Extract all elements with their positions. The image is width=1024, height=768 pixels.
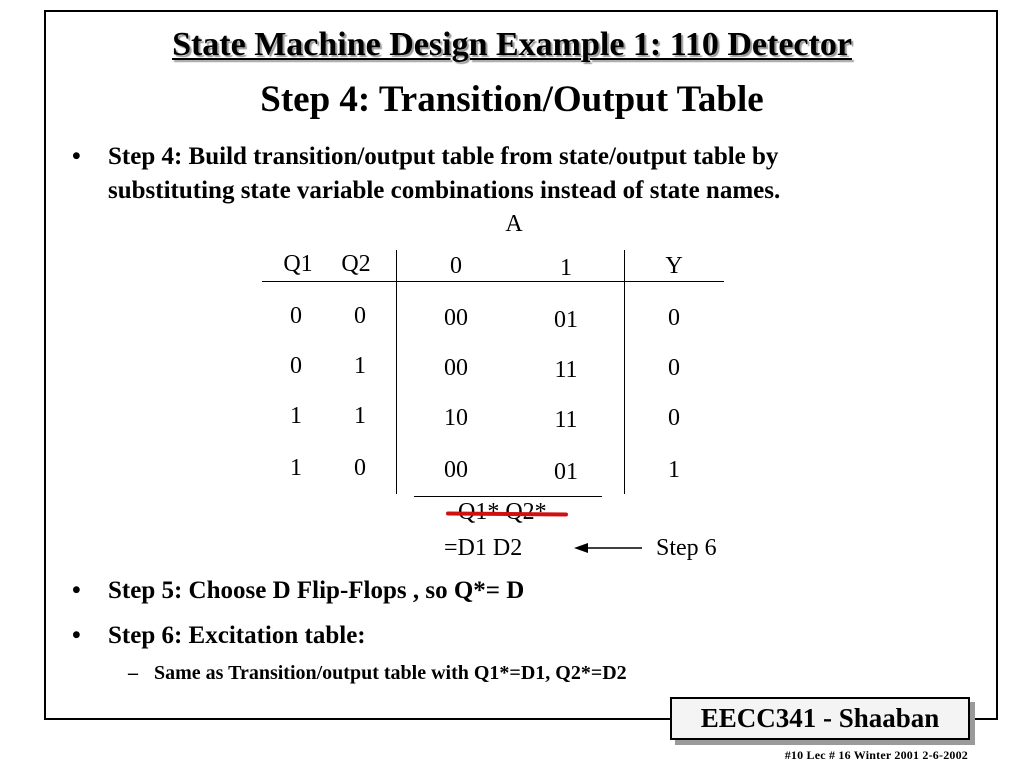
table-cell-y: 0 <box>668 305 680 331</box>
step6-arrow-label: Step 6 <box>656 535 717 561</box>
table-cell-q1: 1 <box>290 455 302 481</box>
table-cell-next-a0: 10 <box>444 405 468 431</box>
bullet-marker: • <box>72 143 81 170</box>
bullet-step4-line1: Step 4: Build transition/output table from state/output table by <box>108 143 779 170</box>
header-a1: 1 <box>560 255 572 281</box>
bullet-step4-line2: substituting state variable combinations instead of state names. <box>108 177 781 204</box>
table-cell-next-a0: 00 <box>444 457 468 483</box>
header-q2: Q2 <box>341 251 371 277</box>
table-cell-q2: 1 <box>354 403 366 429</box>
table-cell-next-a1: 01 <box>554 307 578 333</box>
header-rule <box>262 281 724 282</box>
table-cell-next-a1: 11 <box>554 407 578 433</box>
header-a0: 0 <box>450 253 462 279</box>
table-cell-q1: 1 <box>290 403 302 429</box>
sub-bullet-text: Same as Transition/output table with Q1*=D1, Q2*=D2 <box>154 662 627 684</box>
output-column-divider <box>624 250 625 494</box>
arrow-left-icon <box>574 540 644 556</box>
slide-subtitle: Step 4: Transition/Output Table <box>260 79 764 120</box>
table-cell-y: 0 <box>668 355 680 381</box>
header-y: Y <box>665 253 683 279</box>
sub-bullet-marker: – <box>128 662 138 684</box>
state-column-divider <box>396 250 397 494</box>
table-cell-next-a0: 00 <box>444 355 468 381</box>
table-cell-q2: 1 <box>354 353 366 379</box>
table-cell-q1: 0 <box>290 353 302 379</box>
header-q1: Q1 <box>283 251 313 277</box>
bullet-step5: Step 5: Choose D Flip-Flops , so Q*= D <box>108 577 525 604</box>
next-state-rule <box>414 496 602 497</box>
table-cell-q2: 0 <box>354 303 366 329</box>
bullet-marker: • <box>72 622 81 649</box>
slide-title: State Machine Design Example 1: 110 Detector <box>172 26 852 63</box>
table-cell-q2: 0 <box>354 455 366 481</box>
input-a-label: A <box>505 211 523 237</box>
slide-footer: #10 Lec # 16 Winter 2001 2-6-2002 <box>784 748 968 762</box>
table-cell-next-a1: 01 <box>554 459 578 485</box>
table-cell-next-a1: 11 <box>554 357 578 383</box>
bullet-marker: • <box>72 577 81 604</box>
course-badge: EECC341 - Shaaban <box>670 697 970 740</box>
bullet-step6: Step 6: Excitation table: <box>108 622 366 649</box>
table-cell-y: 0 <box>668 405 680 431</box>
table-cell-next-a0: 00 <box>444 305 468 331</box>
table-cell-y: 1 <box>668 457 680 483</box>
excitation-label: =D1 D2 <box>444 535 523 561</box>
table-cell-q1: 0 <box>290 303 302 329</box>
